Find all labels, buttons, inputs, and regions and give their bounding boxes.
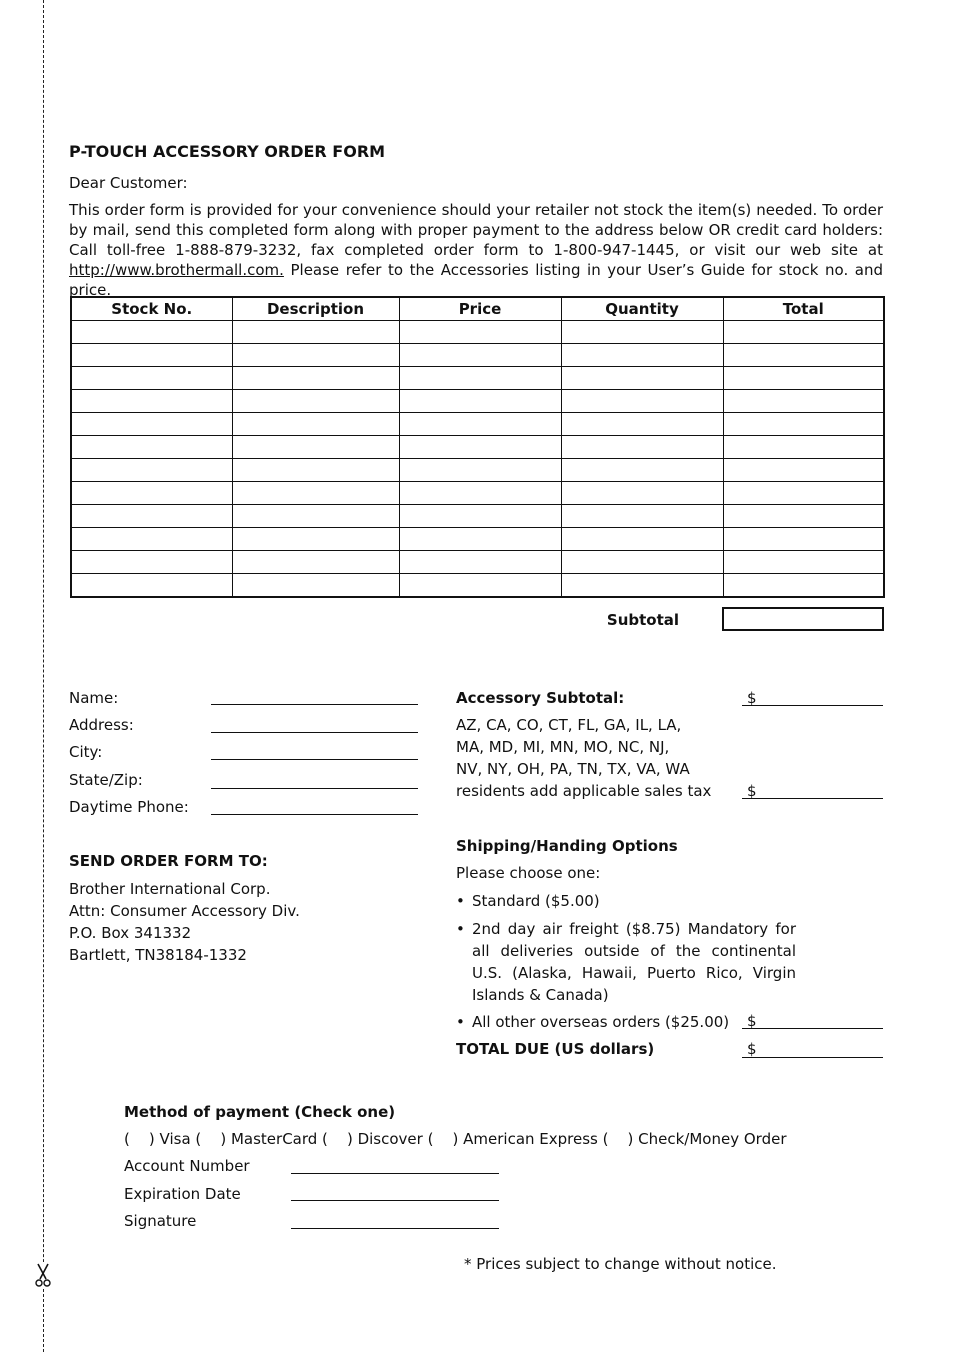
order-cell[interactable]: [232, 367, 399, 390]
order-cell[interactable]: [561, 459, 723, 482]
payment-heading: Method of payment (Check one): [124, 1103, 396, 1121]
shipping-option-standard[interactable]: [456, 890, 796, 912]
subtotal-field[interactable]: [722, 607, 884, 631]
order-cell[interactable]: [723, 390, 884, 413]
order-cell[interactable]: [71, 367, 232, 390]
order-cell[interactable]: [723, 436, 884, 459]
order-cell[interactable]: [561, 551, 723, 574]
order-cell[interactable]: [399, 574, 561, 598]
phone-label: Daytime Phone:: [69, 798, 189, 816]
name-label: Name:: [69, 689, 119, 707]
tax-states-line2: MA, MD, MI, MN, MO, NC, NJ,: [456, 738, 670, 756]
cut-line: [43, 0, 44, 1352]
shipping-option-standard-label: Standard ($5.00): [472, 892, 600, 910]
address-label: Address:: [69, 716, 134, 734]
address-field[interactable]: [211, 732, 418, 733]
sales-tax-field[interactable]: [742, 798, 883, 799]
order-cell[interactable]: [399, 321, 561, 344]
table-row: [71, 436, 884, 459]
brothermall-link[interactable]: http://www.brothermall.com.: [69, 261, 284, 279]
tax-states-line4: residents add applicable sales tax: [456, 782, 712, 800]
shipping-option-overseas-label: All other overseas orders ($25.00): [472, 1013, 730, 1031]
order-cell[interactable]: [561, 413, 723, 436]
order-cell[interactable]: [399, 367, 561, 390]
total-due-field[interactable]: [742, 1057, 883, 1058]
tax-states-line1: AZ, CA, CO, CT, FL, GA, IL, LA,: [456, 716, 682, 734]
shipping-option-2nd-day[interactable]: [456, 918, 796, 1006]
order-cell[interactable]: [561, 436, 723, 459]
order-cell[interactable]: [232, 321, 399, 344]
order-cell[interactable]: [399, 436, 561, 459]
order-cell[interactable]: [399, 482, 561, 505]
order-cell[interactable]: [232, 505, 399, 528]
accessory-subtotal-label: Accessory Subtotal:: [456, 689, 625, 707]
subtotal-label: Subtotal: [606, 611, 680, 629]
city-field[interactable]: [211, 759, 418, 760]
order-cell[interactable]: [723, 413, 884, 436]
payment-options[interactable]: ( ) Visa ( ) MasterCard ( ) Discover ( ) American Express ( ) Check/Money Order: [124, 1130, 787, 1148]
order-cell[interactable]: [561, 367, 723, 390]
order-cell[interactable]: [71, 574, 232, 598]
col-total: Total: [723, 297, 884, 321]
order-cell[interactable]: [71, 459, 232, 482]
order-cell[interactable]: [232, 390, 399, 413]
order-cell[interactable]: [723, 482, 884, 505]
order-cell[interactable]: [399, 505, 561, 528]
order-cell[interactable]: [232, 344, 399, 367]
total-due-currency: $: [747, 1040, 757, 1058]
order-cell[interactable]: [232, 459, 399, 482]
intro-paragraph: This order form is provided for your convenience should your retailer not stock the item(s) needed. To order by mail, send this completed form along with proper payment to the address below OR credit card holders: Call toll-free 1-888-879-3232, fax completed order form to 1-800-947-1445, or visit our web site at http://www.brothermall.com. Please refer to the Accessories listing in your User’s Guide for stock no. and price.: [69, 201, 883, 299]
order-cell[interactable]: [71, 551, 232, 574]
order-cell[interactable]: [723, 344, 884, 367]
signature-label: Signature: [124, 1212, 197, 1230]
order-cell[interactable]: [561, 574, 723, 598]
order-cell[interactable]: [232, 436, 399, 459]
table-row: [71, 574, 884, 598]
order-cell[interactable]: [561, 528, 723, 551]
order-cell[interactable]: [232, 528, 399, 551]
tax-states-line3: NV, NY, OH, PA, TN, TX, VA, WA: [456, 760, 690, 778]
order-cell[interactable]: [71, 528, 232, 551]
col-quantity: Quantity: [561, 297, 723, 321]
shipping-option-overseas[interactable]: [456, 1011, 746, 1033]
bullet-dot: •: [456, 892, 465, 910]
order-cell[interactable]: [232, 413, 399, 436]
shipping-option-2nd-day-label: 2nd day air freight ($8.75) Mandatory for all deliveries outside of the continental U.S. (Alaska, Hawaii, Puerto Rico, Virgin Islands & Canada): [472, 920, 796, 1004]
order-cell[interactable]: [723, 459, 884, 482]
order-table-header: [71, 297, 884, 321]
order-cell[interactable]: [723, 528, 884, 551]
price-footnote: * Prices subject to change without notice.: [464, 1255, 777, 1273]
table-row: [71, 367, 884, 390]
order-cell[interactable]: [71, 344, 232, 367]
scissors-icon: [34, 1262, 52, 1288]
send-to-line3: P.O. Box 341332: [69, 924, 192, 942]
col-price: Price: [399, 297, 561, 321]
shipping-heading: Shipping/Handing Options: [456, 837, 678, 855]
send-to-line4: Bartlett, TN38184-1332: [69, 946, 247, 964]
table-row: [71, 482, 884, 505]
table-row: [71, 321, 884, 344]
account-number-label: Account Number: [124, 1157, 250, 1175]
order-cell[interactable]: [232, 482, 399, 505]
order-cell[interactable]: [399, 551, 561, 574]
order-cell[interactable]: [399, 413, 561, 436]
order-cell[interactable]: [723, 574, 884, 598]
order-cell[interactable]: [723, 367, 884, 390]
total-due-label: TOTAL DUE (US dollars): [456, 1040, 655, 1058]
accessory-subtotal-field[interactable]: [742, 705, 883, 706]
col-stock-no: Stock No.: [71, 297, 232, 321]
order-cell[interactable]: [71, 390, 232, 413]
table-row: [71, 459, 884, 482]
order-cell[interactable]: [561, 482, 723, 505]
expiration-date-field[interactable]: [291, 1200, 499, 1201]
table-row: [71, 528, 884, 551]
order-cell[interactable]: [71, 505, 232, 528]
send-to-heading: SEND ORDER FORM TO:: [69, 852, 268, 870]
table-row: [71, 505, 884, 528]
expiration-date-label: Expiration Date: [124, 1185, 241, 1203]
overseas-shipping-field[interactable]: [742, 1028, 883, 1029]
form-title: P-TOUCH ACCESSORY ORDER FORM: [69, 142, 386, 161]
order-cell[interactable]: [561, 321, 723, 344]
state-zip-field[interactable]: [211, 788, 418, 789]
bullet-dot: •: [456, 1013, 465, 1031]
order-table: [70, 296, 885, 598]
send-to-line1: Brother International Corp.: [69, 880, 271, 898]
name-field[interactable]: [211, 704, 418, 705]
order-cell[interactable]: [232, 574, 399, 598]
table-row: [71, 390, 884, 413]
shipping-prompt: Please choose one:: [456, 864, 601, 882]
order-cell[interactable]: [71, 436, 232, 459]
order-cell[interactable]: [71, 413, 232, 436]
table-row: [71, 551, 884, 574]
order-cell[interactable]: [723, 551, 884, 574]
table-row: [71, 344, 884, 367]
city-label: City:: [69, 743, 103, 761]
sales-tax-currency: $: [747, 782, 757, 800]
order-cell[interactable]: [399, 459, 561, 482]
order-cell[interactable]: [723, 505, 884, 528]
order-cell[interactable]: [399, 344, 561, 367]
order-cell[interactable]: [561, 390, 723, 413]
phone-field[interactable]: [211, 814, 418, 815]
order-cell[interactable]: [399, 528, 561, 551]
order-cell[interactable]: [71, 482, 232, 505]
order-cell[interactable]: [71, 321, 232, 344]
send-to-line2: Attn: Consumer Accessory Div.: [69, 902, 300, 920]
greeting: Dear Customer:: [69, 174, 188, 192]
state-zip-label: State/Zip:: [69, 771, 143, 789]
order-cell[interactable]: [723, 321, 884, 344]
order-cell[interactable]: [399, 390, 561, 413]
signature-field[interactable]: [291, 1228, 499, 1229]
order-cell[interactable]: [561, 505, 723, 528]
order-cell[interactable]: [232, 551, 399, 574]
overseas-currency: $: [747, 1012, 757, 1030]
bullet-dot: •: [456, 920, 465, 938]
order-cell[interactable]: [561, 344, 723, 367]
col-description: Description: [232, 297, 399, 321]
table-row: [71, 413, 884, 436]
account-number-field[interactable]: [291, 1173, 499, 1174]
accessory-subtotal-currency: $: [747, 689, 757, 707]
